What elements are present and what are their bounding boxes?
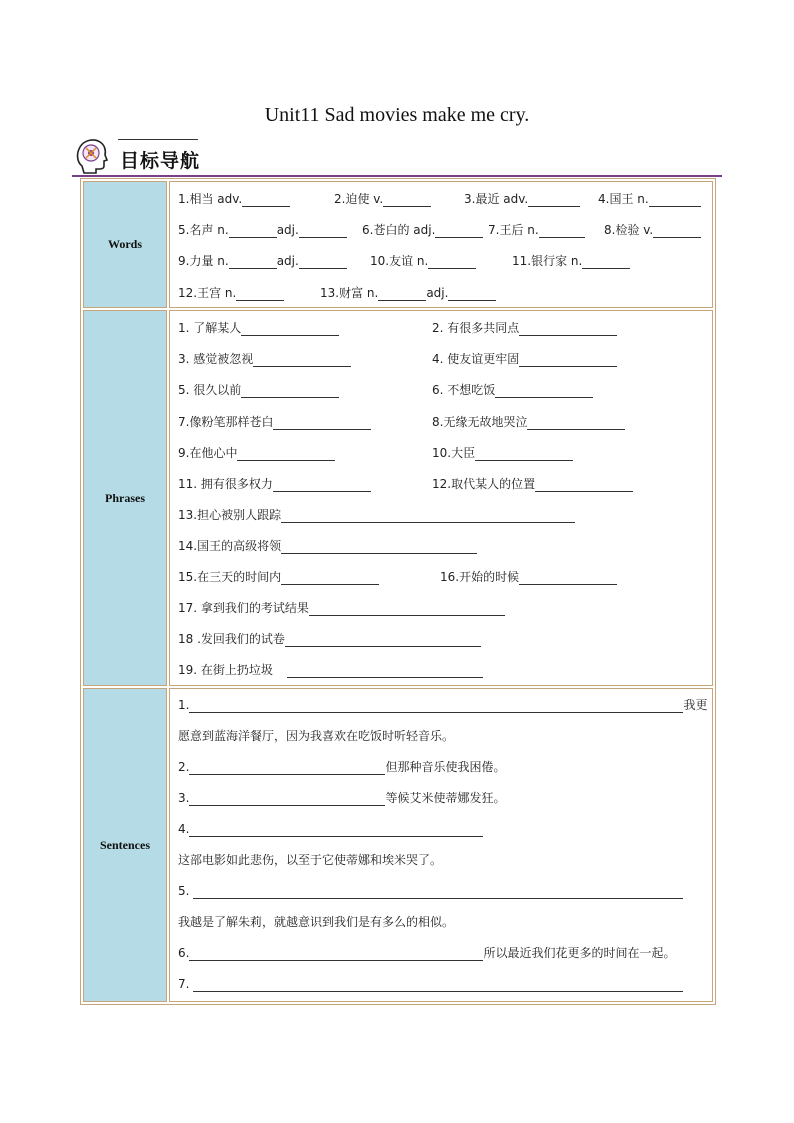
answer-blank[interactable] [539,225,585,238]
word-item: 6.苍白的 adj. [362,222,483,238]
section-heading: 目标导航 [120,150,201,172]
phrase-item: 10.大臣 [432,445,573,461]
words-content [169,181,713,308]
phrase-item: 12.取代某人的位置 [432,476,633,492]
answer-blank[interactable] [435,225,483,238]
phrase-item: 17. 拿到我们的考试结果 [178,600,505,616]
banner-divider [72,175,722,177]
phrase-item: 5. 很久以前 [178,382,339,398]
phrase-item: 14.国王的高级将领 [178,538,477,554]
banner-top-rule [118,139,198,140]
answer-blank[interactable] [273,479,371,492]
answer-blank[interactable] [229,225,277,238]
phrase-item: 19. 在街上扔垃圾 [178,662,483,678]
answer-blank[interactable] [189,824,483,837]
phrase-item: 1. 了解某人 [178,320,339,336]
word-item: 10.友谊 n. [370,253,476,269]
answer-blank[interactable] [299,225,347,238]
answer-blank[interactable] [383,194,431,207]
answer-blank[interactable] [428,256,476,269]
phrase-item: 7.像粉笔那样苍白 [178,414,371,430]
word-item: 3.最近 adv. [464,191,580,207]
sentence-item: 6. 所以最近我们花更多的时间在一起。 [178,946,676,960]
word-item: 2.迫使 v. [334,191,431,207]
word-item: 1.相当 adv. [178,191,290,207]
word-item: 9.力量 n. adj. [178,253,347,269]
word-item: 4.国王 n. [598,191,701,207]
answer-blank[interactable] [378,288,426,301]
phrases-label: Phrases [83,310,167,686]
answer-blank[interactable] [519,323,617,336]
sentence-text: 愿意到蓝海洋餐厅，因为我喜欢在吃饭时听轻音乐。 [178,729,455,743]
answer-blank[interactable] [519,572,617,585]
answer-blank[interactable] [528,194,580,207]
phrase-item: 9.在他心中 [178,445,335,461]
phrase-item: 18 .发回我们的试卷 [178,631,481,647]
sentence-item: 1. 我更 [178,698,708,712]
sentence-item: 4. [178,821,483,837]
phrase-item: 11. 拥有很多权力 [178,476,371,492]
answer-blank[interactable] [189,700,683,713]
words-row [83,181,713,308]
answer-blank[interactable] [189,948,483,961]
sentence-text: 这部电影如此悲伤，以至于它使蒂娜和埃米哭了。 [178,853,443,867]
sentence-item: 3. 等候艾米使蒂娜发狂。 [178,791,506,805]
brain-gear-head-icon [74,136,110,174]
sentence-item: 7. [178,976,683,992]
answer-blank[interactable] [229,256,277,269]
sentences-row [83,688,713,1002]
answer-blank[interactable] [281,541,477,554]
phrase-item: 3. 感觉被忽视 [178,351,351,367]
answer-blank[interactable] [519,354,617,367]
answer-blank[interactable] [273,417,371,430]
answer-blank[interactable] [193,886,683,899]
answer-blank[interactable] [285,634,481,647]
answer-blank[interactable] [582,256,630,269]
sentences-content [169,688,713,1002]
phrases-row [83,310,713,686]
answer-blank[interactable] [475,448,573,461]
sentence-item: 5. [178,883,683,899]
sentences-label: Sentences [83,688,167,1002]
phrase-item: 13.担心被别人跟踪 [178,507,575,523]
phrase-item: 4. 使友谊更牢固 [432,351,617,367]
answer-blank[interactable] [535,479,633,492]
word-item: 5.名声 n. adj. [178,222,347,238]
answer-blank[interactable] [309,603,505,616]
phrase-item: 15.在三天的时间内 [178,569,379,585]
word-item: 13.财富 n. adj. [320,285,496,301]
word-item: 7.王后 n. [488,222,585,238]
answer-blank[interactable] [241,323,339,336]
phrases-content [169,310,713,686]
answer-blank[interactable] [653,225,701,238]
phrase-item: 8.无缘无故地哭泣 [432,414,625,430]
answer-blank[interactable] [649,194,701,207]
answer-blank[interactable] [241,385,339,398]
worksheet-table [80,178,716,1005]
answer-blank[interactable] [189,793,385,806]
answer-blank[interactable] [448,288,496,301]
phrase-item: 2. 有很多共同点 [432,320,617,336]
answer-blank[interactable] [189,762,385,775]
answer-blank[interactable] [253,354,351,367]
answer-blank[interactable] [281,572,379,585]
answer-blank[interactable] [495,385,593,398]
answer-blank[interactable] [287,665,483,678]
section-banner [72,132,722,178]
word-item: 11.银行家 n. [512,253,630,269]
word-item: 12.王宫 n. [178,285,284,301]
phrase-item: 16.开始的时候 [440,569,617,585]
answer-blank[interactable] [527,417,625,430]
answer-blank[interactable] [299,256,347,269]
page-title: Unit11 Sad movies make me cry. [264,104,530,126]
answer-blank[interactable] [237,448,335,461]
word-item: 8.检验 v. [604,222,701,238]
phrase-item: 6. 不想吃饭 [432,382,593,398]
sentence-item: 2. 但那种音乐使我困倦。 [178,760,506,774]
answer-blank[interactable] [242,194,290,207]
answer-blank[interactable] [281,510,575,523]
answer-blank[interactable] [193,979,683,992]
answer-blank[interactable] [236,288,284,301]
words-label: Words [83,181,167,308]
sentence-text: 我越是了解朱莉，就越意识到我们是有多么的相似。 [178,915,455,929]
